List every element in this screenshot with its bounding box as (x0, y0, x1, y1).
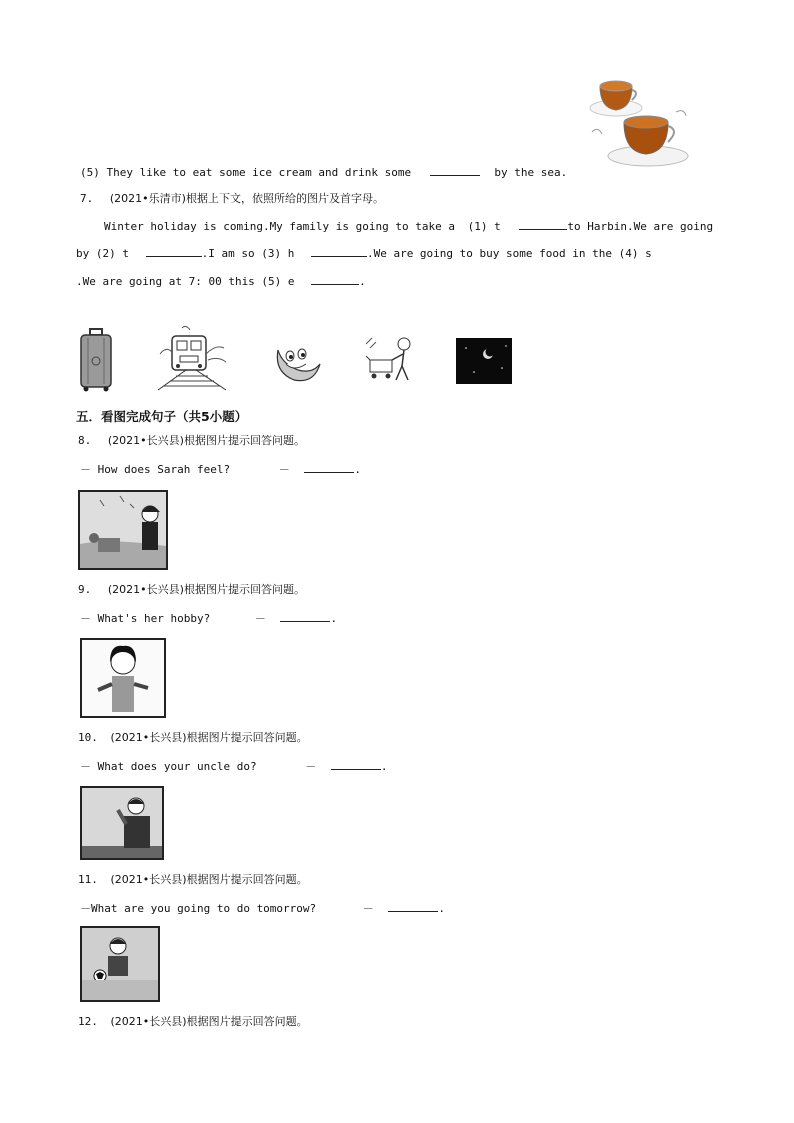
question-number: 12. (78, 1015, 98, 1028)
answer-blank[interactable] (304, 462, 354, 473)
answer-blank[interactable] (311, 246, 367, 257)
passage-text: .We are going at 7: 00 this (5) e (76, 275, 295, 288)
answer-dash: － (254, 612, 266, 625)
answer-blank[interactable] (331, 759, 381, 770)
q6-item5-line (80, 165, 567, 180)
passage-text: (1) t (467, 220, 501, 233)
q8-header (78, 434, 305, 448)
answer-blank[interactable] (146, 246, 202, 257)
q12-header (78, 1015, 308, 1029)
answer-dash: － (362, 902, 374, 915)
uncle-photo (80, 786, 164, 860)
q10-header (78, 731, 308, 745)
hobby-girl-photo (80, 638, 166, 718)
question-text: － How does Sarah feel? (80, 463, 231, 476)
answer-blank[interactable] (519, 219, 567, 230)
q11-question-line (80, 901, 445, 916)
answer-blank[interactable] (311, 274, 359, 285)
question-source: (2021•长兴县) (107, 583, 184, 596)
question-source: (2021•长兴县) (110, 731, 187, 744)
period: . (380, 760, 388, 773)
question-number: 11. (78, 873, 98, 886)
question-instruction: 根据上下文，依照所给的图片及首字母。 (185, 192, 384, 205)
question-instruction: 根据图片提示回答问题。 (186, 1015, 308, 1028)
passage-text: by (2) t (76, 247, 129, 260)
question-text: －What are you going to do tomorrow? (80, 902, 317, 915)
night-sky-icon (456, 338, 512, 384)
q6-item5-suffix: by the sea. (494, 166, 568, 179)
shopping-cart-icon (362, 334, 418, 386)
question-text: － What's her hobby? (80, 612, 211, 625)
section-title: 五．看图完成句子（共5小题） (76, 409, 248, 424)
question-instruction: 根据图片提示回答问题。 (183, 583, 305, 596)
question-number: 10. (78, 731, 98, 744)
question-number: 7. (80, 192, 94, 205)
question-number: 8. (78, 434, 92, 447)
answer-dash: － (305, 760, 317, 773)
question-instruction: 根据图片提示回答问题。 (186, 731, 308, 744)
q7-passage-line-2 (76, 246, 652, 261)
q11-header (78, 873, 308, 887)
passage-text: . (359, 275, 366, 288)
answer-blank[interactable] (388, 901, 438, 912)
passage-text: .We are going to buy some food in the (4) s (366, 247, 652, 260)
period: . (438, 902, 446, 915)
q8-question-line (80, 462, 361, 477)
passage-text: .I am so (3) h (201, 247, 295, 260)
train-icon (156, 324, 228, 394)
q9-header (78, 583, 305, 597)
passage-text: Winter holiday is coming.My family is going to take a (104, 220, 455, 233)
q7-header (80, 192, 384, 206)
question-number: 9. (78, 583, 92, 596)
q10-question-line (80, 759, 387, 774)
passage-text: to Harbin.We are going (567, 220, 714, 233)
question-instruction: 根据图片提示回答问题。 (186, 873, 308, 886)
answer-blank[interactable] (280, 611, 330, 622)
tea-cups-icon (588, 72, 690, 178)
question-source: (2021•长兴县) (107, 434, 184, 447)
football-boy-photo (80, 926, 160, 1002)
sarah-photo (78, 490, 168, 570)
question-text: － What does your uncle do? (80, 760, 257, 773)
answer-blank[interactable] (430, 165, 480, 176)
question-source: (2021•乐清市) (109, 192, 186, 205)
period: . (354, 463, 361, 476)
question-source: (2021•长兴县) (110, 1015, 187, 1028)
question-instruction: 根据图片提示回答问题。 (183, 434, 305, 447)
period: . (330, 612, 338, 625)
question-source: (2021•长兴县) (110, 873, 187, 886)
q6-item5-prefix: (5) They like to eat some ice cream and drink some (80, 166, 412, 179)
q7-passage-line-1 (104, 219, 713, 234)
smiling-moon-icon (272, 342, 322, 384)
answer-dash: － (278, 463, 290, 476)
suitcase-icon (78, 328, 114, 392)
q9-question-line (80, 611, 337, 626)
q7-passage-line-3 (76, 274, 366, 289)
